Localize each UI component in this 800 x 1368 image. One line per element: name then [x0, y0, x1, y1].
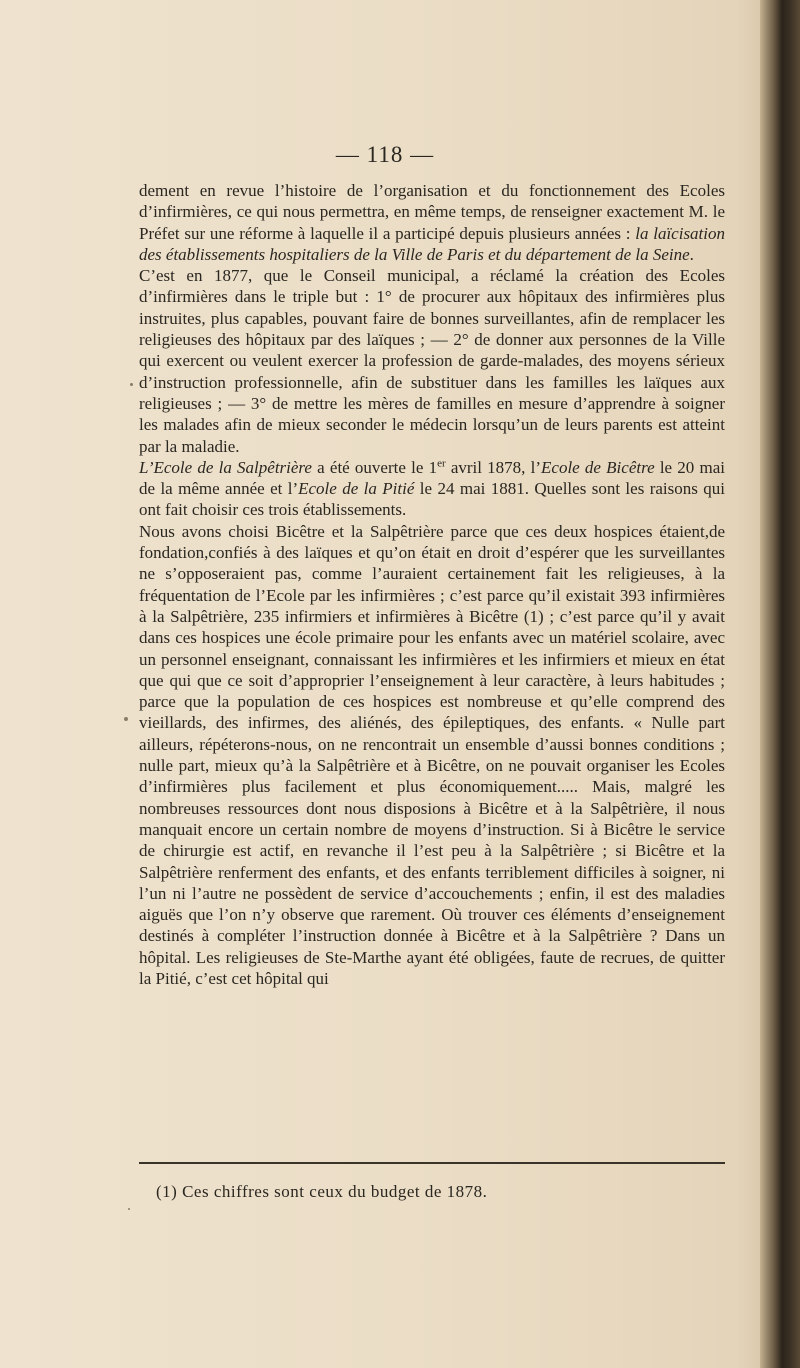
text-run: . — [689, 244, 694, 264]
paper-speck — [128, 1208, 130, 1210]
book-gutter — [760, 0, 800, 1368]
paragraph — [139, 521, 725, 990]
italic-text: L’Ecole de la Salpêtrière — [139, 457, 312, 477]
footnote-rule — [139, 1162, 725, 1164]
italic-text: Ecole de Bicêtre — [541, 457, 655, 477]
text-run: a été ouverte le 1 — [311, 457, 438, 477]
text-run: le 24 mai 1881. Quelles sont les raisons qui ont fait choisir ces trois établissements. — [139, 479, 725, 520]
italic-text: la laïcisation des établissements hospitaliers de la Ville de Paris et du département de la Seine — [139, 223, 726, 264]
paragraph — [139, 265, 725, 457]
paper-speck — [130, 383, 133, 386]
paragraph — [139, 457, 725, 521]
footnote: (1) Ces chiffres sont ceux du budget de 1878. — [156, 1182, 488, 1201]
text-run: Nous avons choisi Bicêtre et la Salpêtrière parce que ces deux hospices étaient,de fondation,confiés à des laïques et qu’on était en droit d’espérer que les surveillantes ne s’opposeraient pas, comme l’auraient certainement fait les religieuses, à la fréquentation de l’Ecole par les infirmières ; c’est parce qu’il existait 393 infirmières à la Salpêtrière, 235 infirmiers et infirmières à Bicêtre (1) ; c’est parce qu’il y avait dans ces hospices une école primaire pour les enfants avec un matériel scolaire, avec un personnel enseignant, connaissant les infirmières et les infirmiers et mieux en état que qui que ce soit d’approprier l’enseignement à leur caractère, à leurs habitudes ; parce que la population de ces hospices est nombreuse et qu’elle comprend des vieillards, des infirmes, des aliénés, des épileptiques, des enfants. « Nulle part ailleurs, répéterons-nous, on ne rencontrait un ensemble d’aussi bonnes conditions ; nulle part, mieux qu’à la Salpêtrière et à Bicêtre, on ne pouvait organiser les Ecoles d’infirmières plus facilement et plus économiquement..... Mais, malgré les nombreuses ressources dont nous disposions à Bicêtre et à la Salpêtrière, il nous manquait encore un certain nombre de moyens d’instruction. Si à Bicêtre le service de chirurgie est actif, en revanche il l’est peu à la Salpêtrière ; si Bicêtre et la Salpêtrière renferment des enfants, et des enfants terriblement difficiles à soigner, ni l’un ni l’autre ne possèdent de service d’accouchements ; enfin, il est des maladies aiguës que l’on n’y observe que rarement. Où trouver ces éléments d’enseignement destinés à compléter l’instruction donnée à Bicêtre et à la Salpêtrière ? Dans un hôpital. Les religieuses de Ste-Marthe ayant été obligées, faute de recrues, de quitter la Pitié, c’est cet hôpital qui — [139, 521, 725, 988]
italic-text: Ecole de la Pitié — [298, 479, 415, 499]
page-number: — 118 — — [335, 142, 435, 167]
text-run: dement en revue l’histoire de l’organisation et du fonctionnement des Ecoles d’infirmières, ce qui nous permettra, en même temps, de renseigner exactement M. le Préfet sur une réforme à laquelle il a participé depuis plusieurs années : — [139, 181, 725, 243]
paragraph — [139, 180, 725, 265]
superscript-text: er — [437, 457, 446, 470]
text-run: C’est en 1877, que le Conseil municipal, a réclamé la création des Ecoles d’infirmières dans le triple but : 1° de procurer aux hôpitaux des infirmières plus instruites, plus capables, pouvant faire de bonnes surveillantes, afin de remplacer les religieuses des hôpitaux par des laïques ; — 2° de donner aux personnes de la Ville qui exercent ou veulent exercer la profession de garde-malades, des moyens sérieux d’instruction professionnelle, afin de substituer dans les familles les laïques aux religieuses ; — 3° de mettre les mères de familles en mesure d’apprendre à soigner les malades afin de mieux seconder le médecin lorsqu’un de leurs parents est atteint par la maladie. — [139, 266, 725, 456]
text-run: le 20 mai de la même année et l’ — [139, 457, 725, 499]
paper-speck — [124, 717, 128, 721]
text-run: avril 1878, l’ — [445, 457, 542, 477]
body-text — [139, 180, 725, 989]
